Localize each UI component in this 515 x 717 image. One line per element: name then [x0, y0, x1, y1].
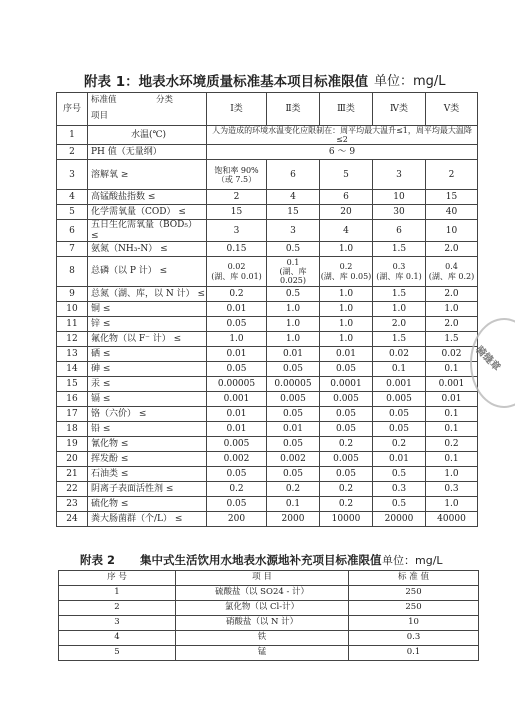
row-value-class-5: 0.1	[426, 362, 478, 377]
row-number: 6	[57, 220, 88, 242]
table2-row	[59, 601, 479, 616]
row-item: 氰化物 ≤	[88, 437, 207, 452]
table2-unit: 单位：mg/L	[382, 554, 443, 567]
row-value-class-4: 30	[373, 205, 426, 220]
row-number: 14	[57, 362, 88, 377]
table1-row	[57, 497, 478, 512]
row-number: 5	[59, 646, 176, 661]
table1-row	[57, 437, 478, 452]
row-value-class-2: 0.1 (湖、库 0.025)	[267, 257, 320, 287]
row-number: 11	[57, 317, 88, 332]
row-item: 铜 ≤	[88, 302, 207, 317]
header-class-4: Ⅳ类	[373, 93, 426, 126]
row-value-class-5: 10	[426, 220, 478, 242]
row-value-class-5: 0.1	[426, 422, 478, 437]
row-value-class-1: 200	[207, 512, 267, 527]
row-item: 石油类 ≤	[88, 467, 207, 482]
row-value-class-1: 0.005	[207, 437, 267, 452]
row-value-class-3: 0.05	[320, 362, 373, 377]
row-value-class-2: 0.005	[267, 392, 320, 407]
row-value-class-4: 10	[373, 190, 426, 205]
row-value-class-3: 1.0	[320, 287, 373, 302]
row-value-class-5: 0.3	[426, 482, 478, 497]
row-value-class-1: 0.05	[207, 467, 267, 482]
row-value-class-2: 1.0	[267, 332, 320, 347]
row-value-class-4: 6	[373, 220, 426, 242]
table2-header-row	[59, 571, 479, 586]
table1-row	[57, 482, 478, 497]
row-number: 13	[57, 347, 88, 362]
row-value-class-4: 0.2	[373, 437, 426, 452]
row-value-class-2: 1.0	[267, 302, 320, 317]
table1-row	[57, 392, 478, 407]
row-value-class-4: 0.1	[373, 362, 426, 377]
row-item: 水温(℃)	[88, 126, 207, 145]
row-number: 22	[57, 482, 88, 497]
table1-title	[84, 70, 484, 90]
row-value-class-5: 15	[426, 190, 478, 205]
row-value-class-5: 1.0	[426, 467, 478, 482]
table1-header-row	[57, 93, 478, 126]
table1-row	[57, 452, 478, 467]
row-value-class-1: 1.0	[207, 332, 267, 347]
row-item: PH 值（无量纲）	[88, 145, 207, 160]
row-value-class-1: 0.15	[207, 242, 267, 257]
row-number: 19	[57, 437, 88, 452]
row-value-class-4: 2.0	[373, 317, 426, 332]
row-value-class-3: 0.2	[320, 437, 373, 452]
row-value-class-4: 20000	[373, 512, 426, 527]
row-number: 1	[57, 126, 88, 145]
table1-row	[57, 317, 478, 332]
row-item: 五日生化需氧量（BOD₅） ≤	[88, 220, 207, 242]
row-value-class-2: 0.002	[267, 452, 320, 467]
row-value-class-4: 1.5	[373, 287, 426, 302]
table2-title-text: 集中式生活饮用水地表水源地补充项目标准限值	[140, 553, 382, 567]
header-class-1: Ⅰ类	[207, 93, 267, 126]
row-value-class-2: 1.0	[267, 317, 320, 332]
row-value-class-3: 0.0001	[320, 377, 373, 392]
table1-row	[57, 422, 478, 437]
row-value-class-5: 2	[426, 160, 478, 190]
row-number: 20	[57, 452, 88, 467]
row-value-class-3: 0.05	[320, 422, 373, 437]
row-item: 硝酸盐（以 N 计）	[176, 616, 349, 631]
row-value-class-3: 0.05	[320, 407, 373, 422]
row-number: 2	[59, 601, 176, 616]
row-value-class-2: 4	[267, 190, 320, 205]
row-number: 21	[57, 467, 88, 482]
header-category: 分类	[156, 95, 174, 105]
row-item: 锰	[176, 646, 349, 661]
row-value-class-4: 0.005	[373, 392, 426, 407]
row-value-class-4: 0.5	[373, 467, 426, 482]
row-value-class-5: 1.0	[426, 497, 478, 512]
row-item: 氟化物（以 F⁻ 计） ≤	[88, 332, 207, 347]
header-std-value: 标准值	[91, 95, 117, 105]
table1-row	[57, 242, 478, 257]
table2-row	[59, 631, 479, 646]
row-value-class-5: 40000	[426, 512, 478, 527]
row-standard-value: 250	[349, 586, 479, 601]
table1-title-text: 附表 1：地表水环境质量标准基本项目标准限值	[84, 74, 369, 90]
row-standard-value: 0.1	[349, 646, 479, 661]
row-standard-value: 10	[349, 616, 479, 631]
row-number: 16	[57, 392, 88, 407]
row-item: 汞 ≤	[88, 377, 207, 392]
row-value-class-2: 3	[267, 220, 320, 242]
row-value-class-1: 2	[207, 190, 267, 205]
row-value-class-1: 0.05	[207, 362, 267, 377]
row-value-class-3: 1.0	[320, 242, 373, 257]
row-value-class-2: 0.05	[267, 407, 320, 422]
row-value-class-1: 0.01	[207, 302, 267, 317]
row-item: 总磷（以 P 计） ≤	[88, 257, 207, 287]
row-number: 9	[57, 287, 88, 302]
row-value-class-4: 3	[373, 160, 426, 190]
header-class-3: Ⅲ类	[320, 93, 373, 126]
row-value-class-3: 0.01	[320, 347, 373, 362]
row-item: 铁	[176, 631, 349, 646]
row-value-class-5: 0.001	[426, 377, 478, 392]
row-value-class-3: 1.0	[320, 332, 373, 347]
row-value-class-2: 0.01	[267, 422, 320, 437]
row-value-class-4: 1.5	[373, 242, 426, 257]
row-value-class-2: 0.05	[267, 437, 320, 452]
row-value-class-1: 饱和率 90% （或 7.5）	[207, 160, 267, 190]
row-number: 15	[57, 377, 88, 392]
row-value-class-5: 0.2	[426, 437, 478, 452]
table1-row	[57, 302, 478, 317]
row-value-class-2: 15	[267, 205, 320, 220]
row-value-class-3: 10000	[320, 512, 373, 527]
row-value-class-3: 20	[320, 205, 373, 220]
row-item: 溶解氧 ≥	[88, 160, 207, 190]
row-item: 硒 ≤	[88, 347, 207, 362]
row-value-class-4: 0.5	[373, 497, 426, 512]
table2-row	[59, 646, 479, 661]
row-value-class-3: 0.2	[320, 497, 373, 512]
row-number: 8	[57, 257, 88, 287]
row-item: 铬（六价） ≤	[88, 407, 207, 422]
row-value-class-4: 0.02	[373, 347, 426, 362]
row-value-class-1: 0.002	[207, 452, 267, 467]
row-value-class-4: 0.05	[373, 422, 426, 437]
table1-row	[57, 257, 478, 287]
row-value-class-1: 15	[207, 205, 267, 220]
row-value-class-1: 0.01	[207, 407, 267, 422]
row-number: 5	[57, 205, 88, 220]
row-value-class-4: 1.0	[373, 302, 426, 317]
row-value-class-3: 4	[320, 220, 373, 242]
row-value-class-1: 0.01	[207, 347, 267, 362]
header-seq: 序号	[57, 93, 88, 126]
table1-row	[57, 220, 478, 242]
row-value-class-5: 0.4 (湖、库 0.2)	[426, 257, 478, 287]
table2-row	[59, 616, 479, 631]
row-item: 总氮（湖、库，以 N 计） ≤	[88, 287, 207, 302]
row-value-class-3: 0.005	[320, 392, 373, 407]
row-number: 7	[57, 242, 88, 257]
header-class-5: Ⅴ类	[426, 93, 478, 126]
row-value-class-1: 0.01	[207, 422, 267, 437]
row-value-class-4: 0.3	[373, 482, 426, 497]
row-value-class-3: 0.2	[320, 482, 373, 497]
seal-stamp-text: 骑缝章	[473, 344, 503, 374]
table2-header-seq: 序 号	[59, 571, 176, 586]
row-item: 挥发酚 ≤	[88, 452, 207, 467]
row-value-class-1: 3	[207, 220, 267, 242]
table1-row	[57, 362, 478, 377]
row-value-class-2: 0.05	[267, 467, 320, 482]
row-item: 硫化物 ≤	[88, 497, 207, 512]
row-value-class-4: 0.3 (湖、库 0.1)	[373, 257, 426, 287]
row-standard-value: 250	[349, 601, 479, 616]
row-number: 4	[57, 190, 88, 205]
row-value-class-3: 0.005	[320, 452, 373, 467]
table1-row	[57, 160, 478, 190]
row-number: 17	[57, 407, 88, 422]
row-value-class-5: 2.0	[426, 317, 478, 332]
row-value-class-3: 5	[320, 160, 373, 190]
row-value-class-1: 0.02 (湖、库 0.01)	[207, 257, 267, 287]
row-number: 12	[57, 332, 88, 347]
row-item: 砷 ≤	[88, 362, 207, 377]
row-item: 高锰酸盐指数 ≤	[88, 190, 207, 205]
table1-unit: 单位：mg/L	[374, 74, 446, 89]
header-class-2: Ⅱ类	[267, 93, 320, 126]
row-number: 3	[57, 160, 88, 190]
table1-row	[57, 467, 478, 482]
table2-header-item: 项 目	[176, 571, 349, 586]
table1-row	[57, 347, 478, 362]
row-value-class-4: 1.5	[373, 332, 426, 347]
row-value-class-1: 0.00005	[207, 377, 267, 392]
row-number: 23	[57, 497, 88, 512]
row-value-class-5: 0.1	[426, 407, 478, 422]
row-value-class-2: 0.05	[267, 362, 320, 377]
row-value-class-3: 0.2 (湖、库 0.05)	[320, 257, 373, 287]
table1-row	[57, 126, 478, 145]
row-value-class-2: 0.5	[267, 242, 320, 257]
row-item: 镉 ≤	[88, 392, 207, 407]
row-item: 化学需氧量（COD） ≤	[88, 205, 207, 220]
table2-label: 附表 2	[80, 553, 116, 567]
header-item: 项目	[91, 111, 109, 122]
row-number: 10	[57, 302, 88, 317]
row-value-class-2: 0.00005	[267, 377, 320, 392]
table2-title	[80, 552, 480, 568]
table1-row	[57, 377, 478, 392]
row-value-class-3: 1.0	[320, 302, 373, 317]
row-value-class-2: 0.2	[267, 482, 320, 497]
row-value-class-1: 0.05	[207, 317, 267, 332]
row-value-class-2: 2000	[267, 512, 320, 527]
row-value-class-4: 0.01	[373, 452, 426, 467]
table1-row	[57, 407, 478, 422]
row-span-value: 人为造成的环境水温变化应限制在：周平均最大温升≤1，周平均最大温降≤2	[207, 126, 478, 145]
table1-row	[57, 205, 478, 220]
row-value-class-5: 0.01	[426, 392, 478, 407]
row-number: 18	[57, 422, 88, 437]
row-number: 1	[59, 586, 176, 601]
row-value-class-1: 0.05	[207, 497, 267, 512]
row-number: 4	[59, 631, 176, 646]
header-diagonal-cell	[88, 93, 207, 126]
surface-water-standards-table	[56, 92, 478, 527]
row-item: 铅 ≤	[88, 422, 207, 437]
row-span-value: 6 ～ 9	[207, 145, 478, 160]
table2-header-std: 标 准 值	[349, 571, 479, 586]
row-value-class-1: 0.2	[207, 482, 267, 497]
row-value-class-2: 0.1	[267, 497, 320, 512]
row-item: 氨氮（NH₃-N） ≤	[88, 242, 207, 257]
row-value-class-2: 0.5	[267, 287, 320, 302]
row-value-class-5: 2.0	[426, 242, 478, 257]
table1-row	[57, 512, 478, 527]
row-value-class-5: 40	[426, 205, 478, 220]
table1-row	[57, 332, 478, 347]
row-value-class-2: 0.01	[267, 347, 320, 362]
row-number: 2	[57, 145, 88, 160]
table2-row	[59, 586, 479, 601]
row-value-class-4: 0.001	[373, 377, 426, 392]
row-value-class-4: 0.05	[373, 407, 426, 422]
table1-row	[57, 287, 478, 302]
row-item: 锌 ≤	[88, 317, 207, 332]
row-value-class-5: 0.1	[426, 452, 478, 467]
row-item: 粪大肠菌群（个/L） ≤	[88, 512, 207, 527]
row-number: 24	[57, 512, 88, 527]
row-value-class-1: 0.001	[207, 392, 267, 407]
row-item: 硫酸盐（以 SO24 - 计）	[176, 586, 349, 601]
row-item: 阴离子表面活性剂 ≤	[88, 482, 207, 497]
row-item: 氯化物（以 Cl-计）	[176, 601, 349, 616]
row-number: 3	[59, 616, 176, 631]
row-value-class-2: 6	[267, 160, 320, 190]
row-value-class-5: 1.5	[426, 332, 478, 347]
table1-row	[57, 190, 478, 205]
row-value-class-5: 2.0	[426, 287, 478, 302]
row-value-class-5: 0.02	[426, 347, 478, 362]
table1-row	[57, 145, 478, 160]
row-value-class-3: 6	[320, 190, 373, 205]
row-value-class-3: 0.05	[320, 467, 373, 482]
supplementary-standards-table	[58, 570, 479, 661]
row-value-class-3: 1.0	[320, 317, 373, 332]
row-value-class-1: 0.2	[207, 287, 267, 302]
row-value-class-5: 1.0	[426, 302, 478, 317]
row-standard-value: 0.3	[349, 631, 479, 646]
